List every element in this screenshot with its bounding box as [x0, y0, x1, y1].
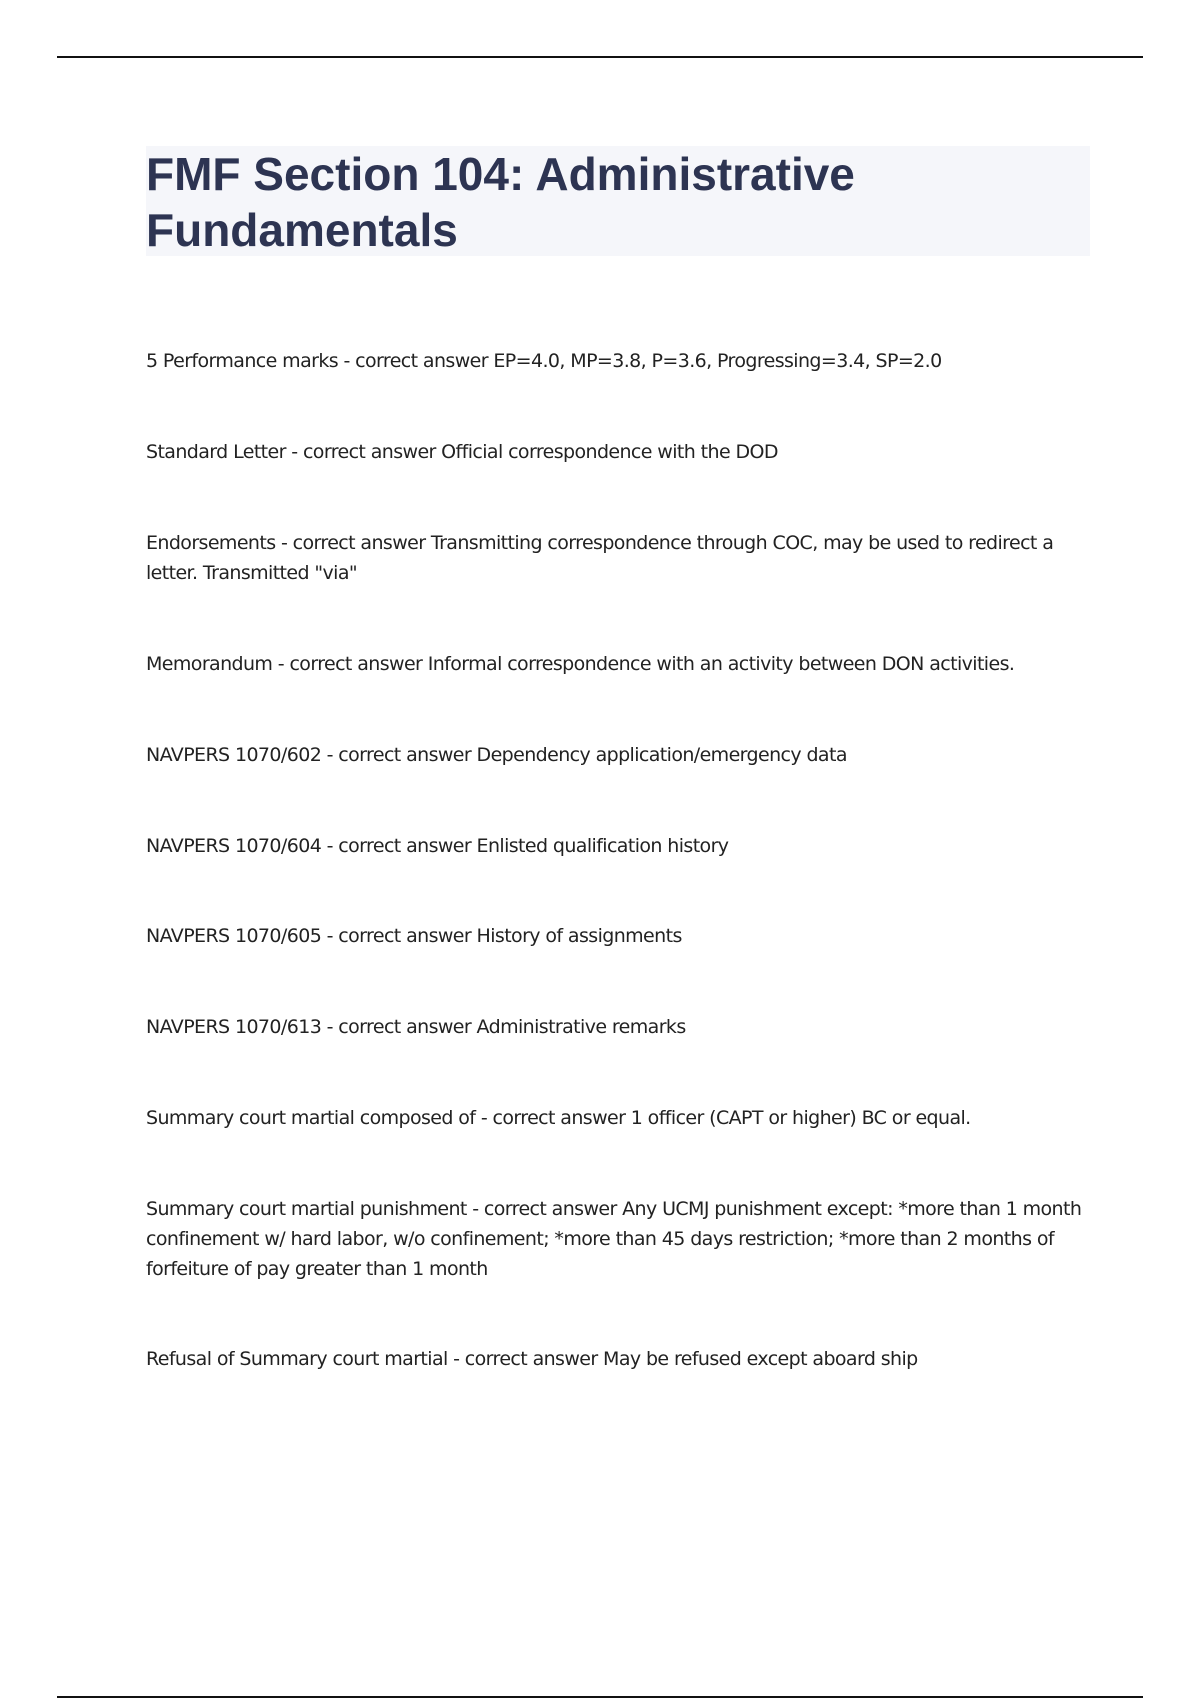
qa-item: NAVPERS 1070/605 - correct answer History of assignments — [146, 925, 682, 947]
qa-item: NAVPERS 1070/602 - correct answer Dependency application/emergency data — [146, 744, 847, 766]
qa-item: 5 Performance marks - correct answer EP=4.0, MP=3.8, P=3.6, Progressing=3.4, SP=2.0 — [146, 350, 942, 372]
qa-item: NAVPERS 1070/604 - correct answer Enlisted qualification history — [146, 835, 729, 857]
qa-item: Endorsements - correct answer Transmitting correspondence through COC, may be used to redirect a letter. Transmitted "via" — [146, 532, 1054, 584]
title-banner — [146, 146, 1090, 256]
qa-item: Summary court martial punishment - correct answer Any UCMJ punishment except: *more than 1 month confinement w/ hard labor, w/o confinement; *more than 45 days restriction; *more than 2 months of forfeiture of pay greater than 1 month — [146, 1198, 1082, 1280]
qa-item: NAVPERS 1070/613 - correct answer Administrative remarks — [146, 1016, 686, 1038]
top-divider — [57, 56, 1143, 58]
qa-item: Summary court martial composed of - correct answer 1 officer (CAPT or higher) BC or equal. — [146, 1107, 971, 1129]
bottom-divider — [57, 1696, 1143, 1698]
qa-item: Memorandum - correct answer Informal correspondence with an activity between DON activities. — [146, 653, 1015, 675]
qa-item: Refusal of Summary court martial - correct answer May be refused except aboard ship — [146, 1348, 918, 1370]
qa-item: Standard Letter - correct answer Official correspondence with the DOD — [146, 441, 778, 463]
document-title: FMF Section 104: Administrative Fundamentals — [146, 148, 855, 256]
